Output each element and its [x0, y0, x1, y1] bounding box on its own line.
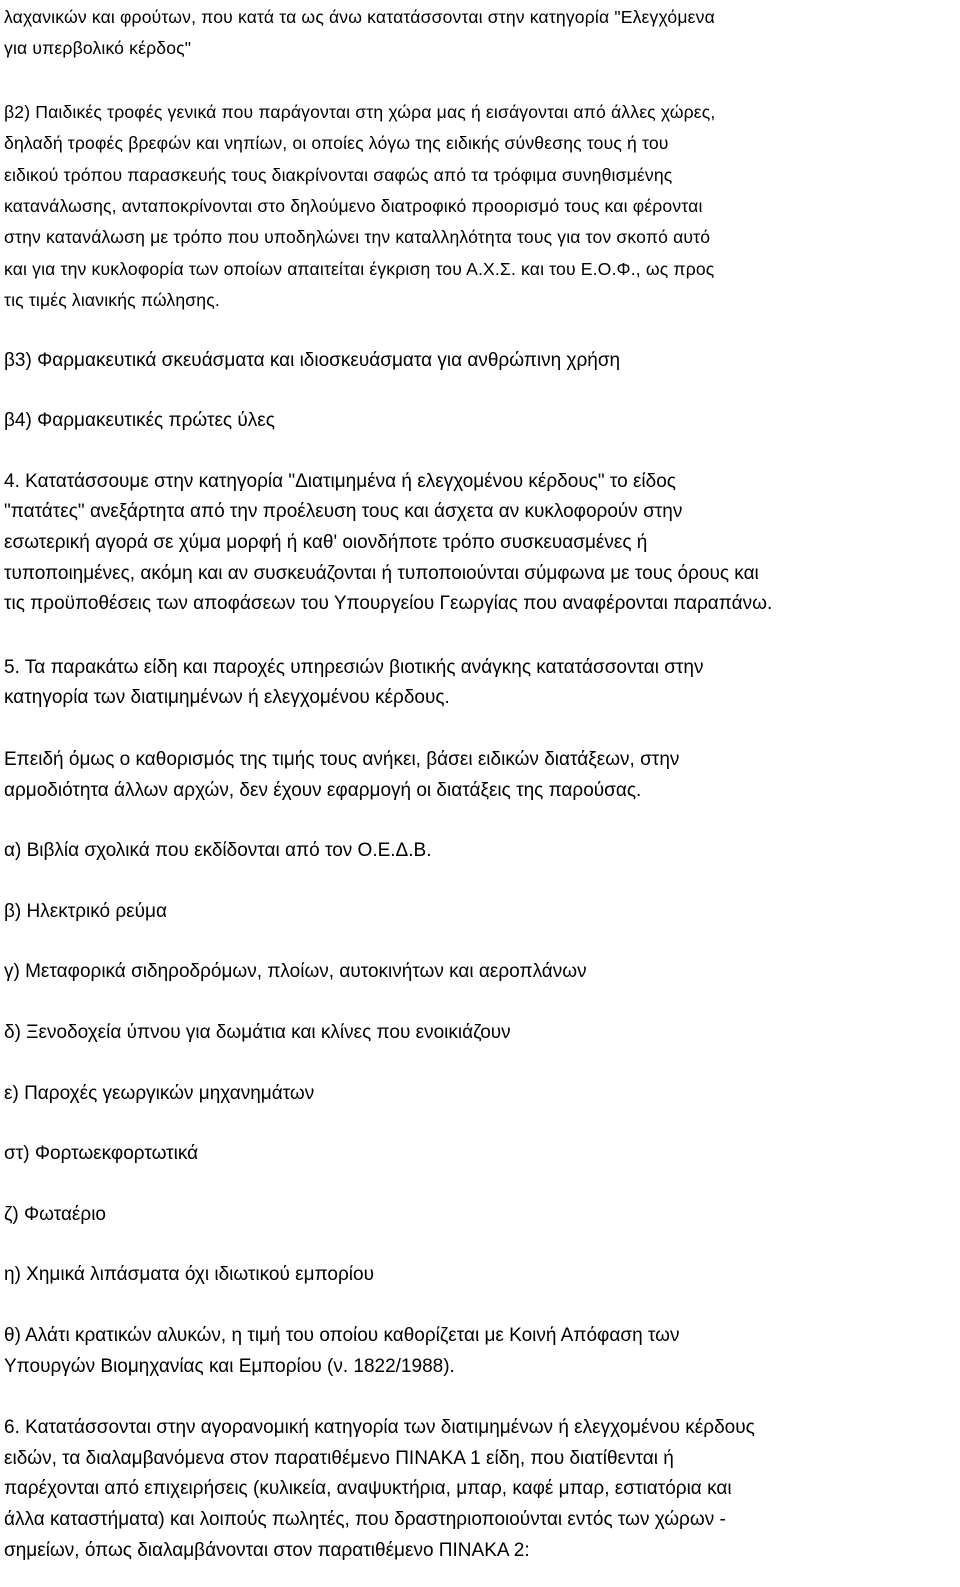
document-page — [4, 0, 954, 1566]
paragraph-b2-baby-foods: β2) Παιδικές τροφές γενικά που παράγονται στη χώρα μας ή εισάγονται από άλλες χώρες, δηλαδή τροφές βρεφών και νηπίων, οι οποίες λόγω της ειδικής σύνθεσης τους ή του ειδικού τρόπου παρασκευής τους διακρίνονται σαφώς από τα τρόφιμα συνηθισμένης κατανάλωσης, ανταποκρίνονται στο δηλούμενο διατροφικό προορισμό τους και φέρονται στην κατανάλωση με τρόπο που υποδηλώνει την καταλληλότητα τους για τον σκοπό αυτό και για την κυκλοφορία των οποίων απαιτείται έγκριση του Α.Χ.Σ. και του Ε.Ο.Φ., ως προς τις τιμές λιανικής πώλησης. — [4, 101, 716, 311]
list-item-st: στ) Φορτωεκφορτωτικά — [4, 1143, 199, 1165]
paragraph-b3-pharmaceuticals: β3) Φαρμακευτικά σκευάσματα και ιδιοσκευάσματα για ανθρώπινη χρήση — [4, 349, 621, 371]
paragraph-6-table-reference: 6. Κατατάσσονται στην αγορανομική κατηγορία των διατιμημένων ή ελεγχομένου κέρδους ειδών, τα διαλαμβανόμενα στον παρατιθέμενο ΠΙΝΑΚΑ 1 είδη, που διατίθενται ή παρέχονται από επιχειρήσεις (κυλικεία, αναψυκτήρια, μπαρ, καφέ μπαρ, εστιατόρια και άλλα καταστήματα) και λοιπούς πωλητές, που δραστηριοποιούνται εντός των χώρων - σημείων, όπως διαλαμβάνονται στον παρατιθέμενο ΠΙΝΑΚΑ 2: — [4, 1417, 755, 1561]
paragraph-intro: λαχανικών και φρούτων, που κατά τα ως άνω κατατάσσονται στην κατηγορία "Ελεγχόμενα για υπερβολικό κέρδος" — [4, 7, 715, 59]
list-item-g: γ) Μεταφορικά σιδηροδρόμων, πλοίων, αυτοκινήτων και αεροπλάνων — [4, 961, 587, 983]
paragraph-since: Επειδή όμως ο καθορισμός της τιμής τους ανήκει, βάσει ειδικών διατάξεων, στην αρμοδιότητα άλλων αρχών, δεν έχουν εφαρμογή οι διατάξεις της παρούσας. — [4, 749, 680, 801]
paragraph-4-potatoes: 4. Κατατάσσουμε στην κατηγορία "Διατιμημένα ή ελεγχομένου κέρδους" το είδος "πατάτες" ανεξάρτητα από την προέλευση τους και άσχετα αν κυκλοφορούν στην εσωτερική αγορά σε χύμα μορφή ή καθ' οιονδήποτε τρόπο συσκευασμένες ή τυποποιημένες, ακόμη και αν συσκευάζονται ή τυποποιούνται σύμφωνα με τους όρους και τις προϋποθέσεις των αποφάσεων του Υπουργείου Γεωργίας που αναφέρονται παραπάνω. — [4, 470, 773, 615]
list-item-b: β) Ηλεκτρικό ρεύμα — [4, 900, 167, 922]
list-item-h: η) Χημικά λιπάσματα όχι ιδιωτικού εμπορίου — [4, 1264, 374, 1286]
list-item-e: ε) Παροχές γεωργικών μηχανημάτων — [4, 1082, 315, 1104]
list-item-d: δ) Ξενοδοχεία ύπνου για δωμάτια και κλίνες που ενοικιάζουν — [4, 1021, 511, 1043]
list-item-a: α) Βιβλία σχολικά που εκδίδονται από τον Ο.Ε.Δ.Β. — [4, 840, 432, 862]
list-item-z: ζ) Φωταέριο — [4, 1203, 106, 1225]
list-item-th: θ) Αλάτι κρατικών αλυκών, η τιμή του οποίου καθορίζεται με Κοινή Απόφαση των Υπουργών Βιομηχανίας και Εμπορίου (ν. 1822/1988). — [4, 1324, 680, 1377]
paragraph-5-services: 5. Τα παρακάτω είδη και παροχές υπηρεσιών βιοτικής ανάγκης κατατάσσονται στην κατηγορία των διατιμημένων ή ελεγχομένου κέρδους. — [4, 656, 704, 709]
paragraph-b4-raw-materials: β4) Φαρμακευτικές πρώτες ύλες — [4, 410, 275, 432]
